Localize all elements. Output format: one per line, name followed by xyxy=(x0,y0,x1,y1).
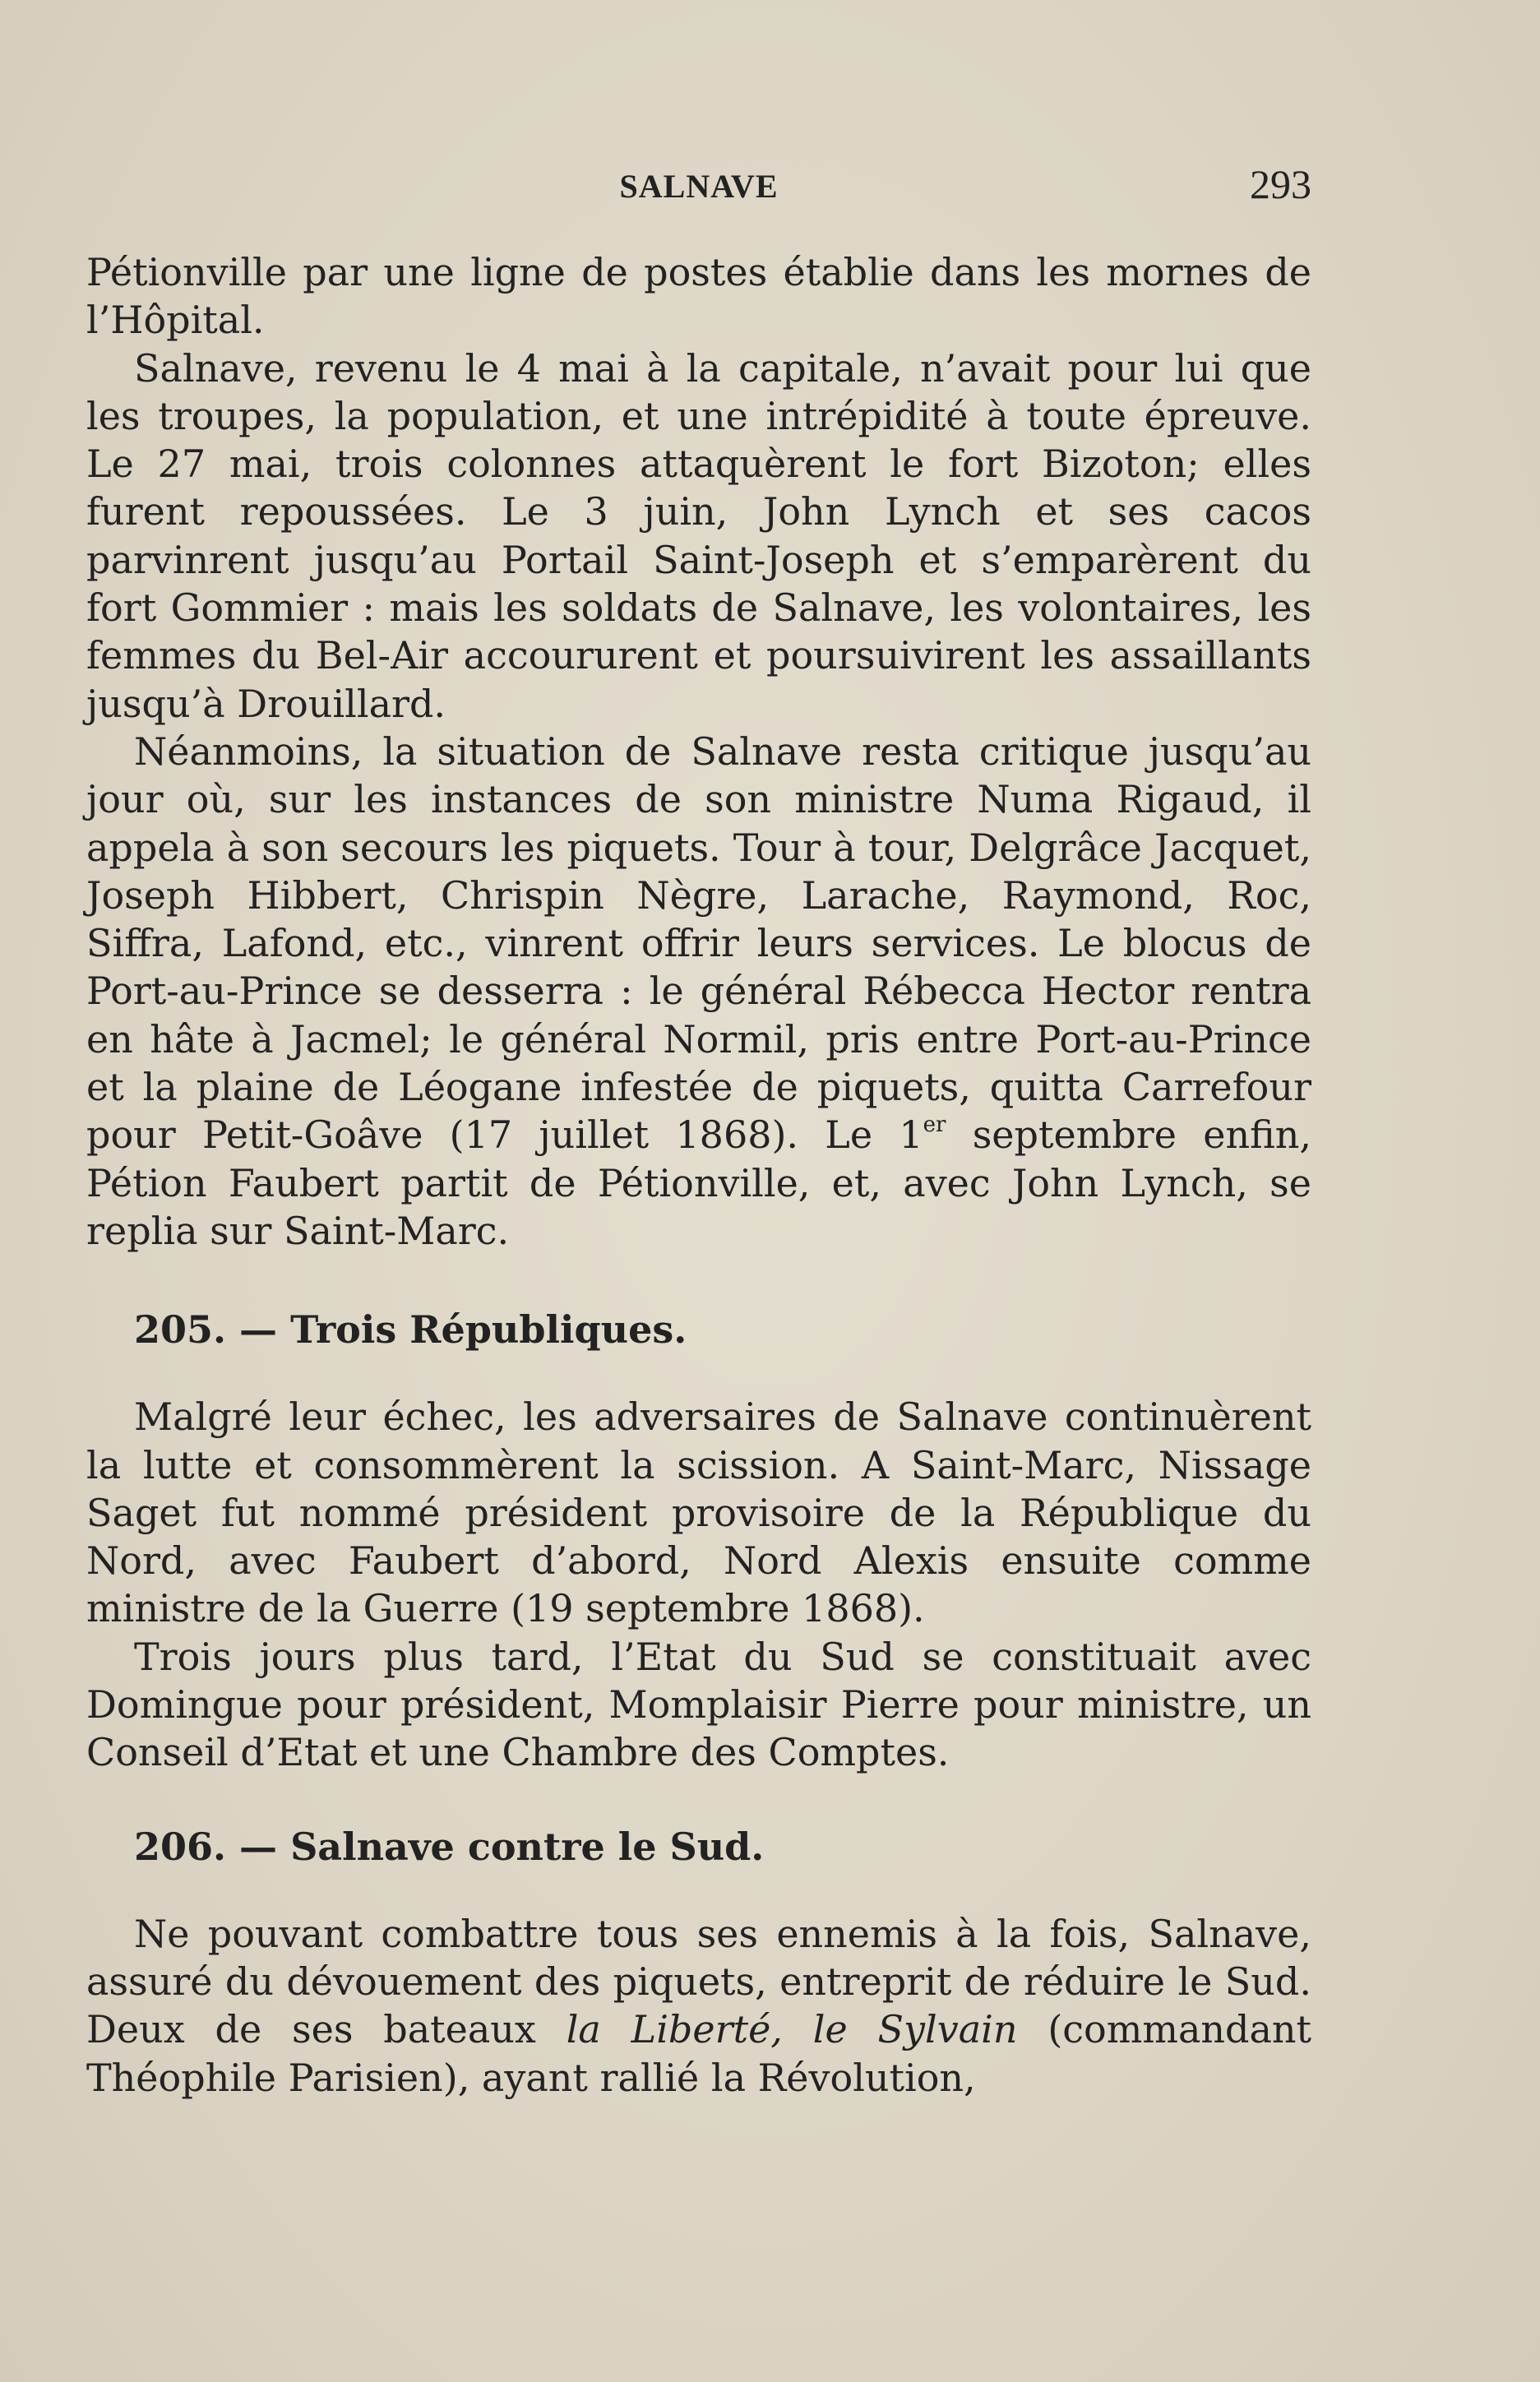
paragraph: Salnave, revenu le 4 mai à la capitale, n’avait pour lui que les troupes, la population, et une intrépidité à toute épreuve. Le 27 mai, trois colonnes attaquèrent le fort Bizoton; elles furent repoussées. Le 3 juin, John Lynch et ses cacos parvinrent jusqu’au Portail Saint-Joseph et s’emparèrent du fort Gommier : mais les soldats de Salnave, les volontaires, les femmes du Bel-Air accoururent et poursuivirent les assaillants jusqu’à Drouillard. xyxy=(86,345,1311,726)
text-run: Ne pouvant combattre tous ses ennemis à la fois, Salnave, assuré du dévouement des piquets, entreprit de réduire le Sud. Deux de ses bateaux xyxy=(86,1911,1311,2052)
text-run: (commandant Théophile Parisien), ayant rallié la Révolution, xyxy=(86,2007,1312,2100)
running-title: SALNAVE xyxy=(619,168,779,205)
superscript: er xyxy=(923,1112,946,1138)
text-run: Néanmoins, la situation de Salnave resta critique jusqu’au jour où, sur les instances de son ministre Numa Rigaud, il appela à son secours les piquets. Tour à tour, Delgrâce Jacquet, Joseph Hibbert, Chrispin Nègre, Larache, Raymond, Roc, Siffra, Lafond, etc., vinrent offrir leurs services. Le blocus de Port-au-Prince se desserra : le général Rébecca Hector rentra en hâte à Jacmel; le général Normil, pris entre Port-au-Prince et la plaine de Léogane infestée de piquets, quitta Carrefour pour Petit-Goâve (17 juillet 1868). Le 1 xyxy=(86,728,1311,1158)
paragraph: Malgré leur échec, les adversaires de Salnave continuèrent la lutte et consommèrent la scission. A Saint-Marc, Nissage Saget fut nommé président provisoire de la République du Nord, avec Faubert d’abord, Nord Alexis ensuite comme ministre de la Guerre (19 septembre 1868). xyxy=(86,1395,1311,1631)
page-number: 293 xyxy=(1250,161,1311,207)
paragraph xyxy=(86,1910,1311,2102)
paragraph: Trois jours plus tard, l’Etat du Sud se constituait avec Domingue pour président, Momplaisir Pierre pour ministre, un Conseil d’Etat et une Chambre des Comptes. xyxy=(86,1634,1311,1775)
section-heading-206: 206. — Salnave contre le Sud. xyxy=(134,1824,765,1869)
paragraph: Pétionville par une ligne de postes établie dans les mornes de l’Hôpital. xyxy=(86,250,1311,343)
running-head xyxy=(86,160,1311,210)
italic-text: la Liberté, le Sylvain xyxy=(566,2007,1018,2052)
paragraph xyxy=(86,728,1311,1255)
text-run: septembre enfin, Pétion Faubert partit de Pétionville, et, avec John Lynch, se replia sur Saint-Marc. xyxy=(86,1112,1311,1253)
body-text xyxy=(86,248,1311,2102)
section-heading-205: 205. — Trois Républiques. xyxy=(134,1307,687,1353)
